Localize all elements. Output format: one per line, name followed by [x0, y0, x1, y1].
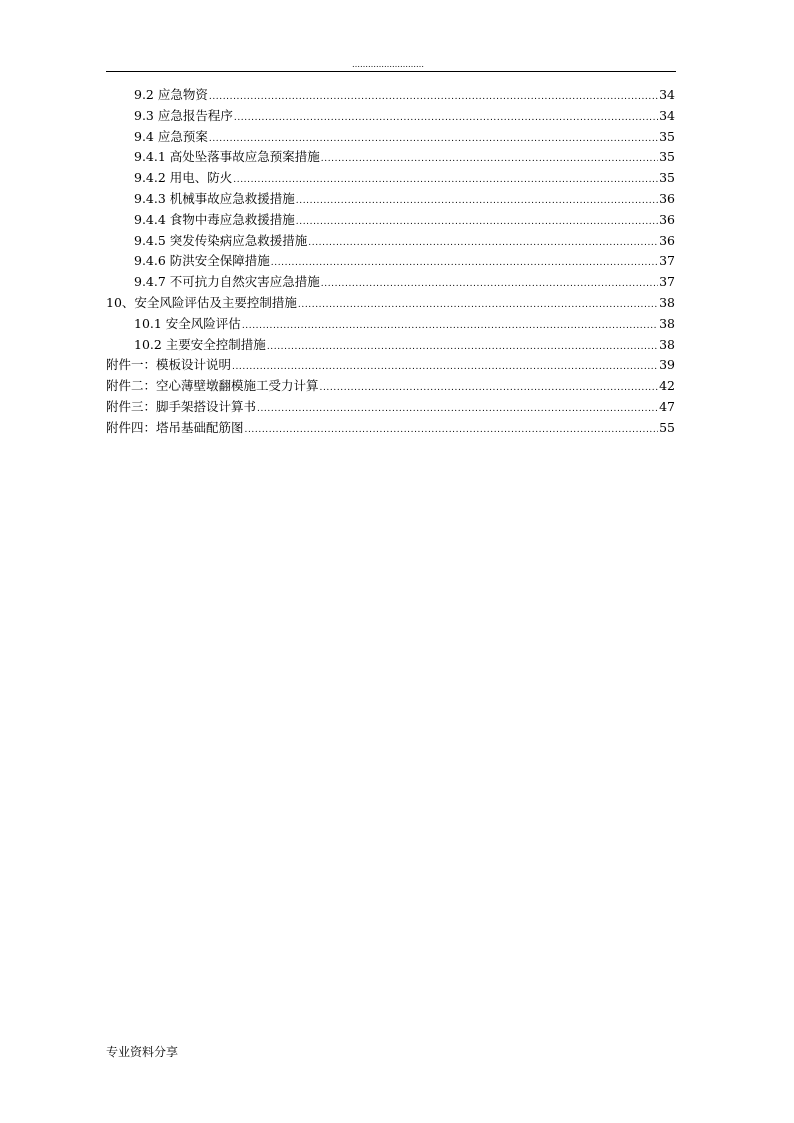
toc-entry-page: 36 — [659, 190, 675, 206]
toc-entry-title: 9.3 应急报告程序 — [134, 107, 233, 123]
toc-entry-title: 附件四：塔吊基础配筋图 — [106, 419, 244, 435]
toc-entry[interactable] — [106, 106, 675, 127]
toc-entry[interactable] — [106, 127, 675, 148]
toc-entry-page: 38 — [659, 294, 675, 310]
toc-entry[interactable] — [106, 293, 675, 314]
toc-entry[interactable] — [106, 355, 675, 376]
toc-entry-page: 35 — [659, 128, 675, 144]
toc-entry[interactable] — [106, 376, 675, 397]
toc-entry[interactable] — [106, 231, 675, 252]
toc-dot-leader — [321, 149, 658, 170]
toc-dot-leader — [298, 295, 658, 316]
toc-entry-page: 36 — [659, 211, 675, 227]
toc-entry-title: 10.1 安全风险评估 — [134, 315, 241, 331]
toc-entry-page: 47 — [659, 398, 675, 414]
toc-dot-leader — [296, 212, 658, 233]
toc-entry-title: 10、安全风险评估及主要控制措施 — [106, 294, 297, 310]
toc-entry[interactable] — [106, 189, 675, 210]
toc-entry-title: 9.4 应急预案 — [134, 128, 208, 144]
page-footer: 专业资料分享 — [106, 1045, 179, 1059]
toc-entry-page: 34 — [659, 107, 675, 123]
toc-entry-page: 55 — [659, 419, 675, 435]
toc-dot-leader — [271, 253, 658, 274]
toc-dot-leader — [245, 420, 659, 441]
toc-dot-leader — [234, 108, 658, 129]
toc-dot-leader — [257, 399, 658, 420]
toc-entry-page: 38 — [659, 336, 675, 352]
toc-entry-title: 9.4.7 不可抗力自然灾害应急措施 — [134, 274, 320, 290]
table-of-contents — [106, 85, 675, 439]
toc-entry-title: 9.4.6 防洪安全保障措施 — [134, 253, 270, 269]
toc-entry-page: 34 — [659, 87, 675, 102]
toc-entry[interactable] — [106, 418, 675, 439]
toc-entry-page: 42 — [659, 378, 675, 394]
toc-entry-page: 38 — [659, 315, 675, 331]
toc-entry-page: 36 — [659, 232, 675, 248]
toc-dot-leader — [308, 233, 658, 254]
toc-entry-title: 9.4.2 用电、防火 — [134, 170, 233, 186]
toc-dot-leader — [233, 170, 658, 191]
header-dots: ……………………… — [352, 61, 424, 69]
toc-entry-title: 附件一：模板设计说明 — [106, 357, 232, 373]
toc-dot-leader — [209, 129, 658, 150]
toc-dot-leader — [320, 378, 659, 399]
toc-entry-title: 附件二：空心薄壁墩翻模施工受力计算 — [106, 378, 319, 394]
toc-dot-leader — [296, 191, 658, 212]
toc-entry-page: 35 — [659, 170, 675, 186]
toc-entry-title: 9.4.3 机械事故应急救援措施 — [134, 190, 295, 206]
toc-entry-title: 9.2 应急物资 — [134, 87, 208, 102]
header-rule — [106, 71, 676, 72]
toc-entry[interactable] — [106, 85, 675, 106]
toc-entry-page: 35 — [659, 149, 675, 165]
toc-entry-title: 9.4.4 食物中毒应急救援措施 — [134, 211, 295, 227]
toc-dot-leader — [242, 316, 658, 337]
toc-entry-title: 附件三：脚手架搭设计算书 — [106, 398, 257, 414]
toc-dot-leader — [267, 337, 658, 358]
toc-entry-page: 37 — [659, 253, 675, 269]
toc-entry[interactable] — [106, 251, 675, 272]
toc-entry-page: 39 — [659, 357, 675, 373]
toc-entry[interactable] — [106, 168, 675, 189]
toc-entry[interactable] — [106, 397, 675, 418]
toc-entry[interactable] — [106, 314, 675, 335]
toc-entry[interactable] — [106, 272, 675, 293]
toc-entry[interactable] — [106, 210, 675, 231]
toc-entry-title: 9.4.1 高处坠落事故应急预案措施 — [134, 149, 320, 165]
toc-entry[interactable] — [106, 335, 675, 356]
toc-dot-leader — [209, 87, 658, 108]
toc-entry-page: 37 — [659, 274, 675, 290]
toc-dot-leader — [321, 274, 658, 295]
toc-entry-title: 10.2 主要安全控制措施 — [134, 336, 266, 352]
toc-entry[interactable] — [106, 147, 675, 168]
toc-dot-leader — [232, 357, 658, 378]
toc-entry-title: 9.4.5 突发传染病应急救援措施 — [134, 232, 308, 248]
